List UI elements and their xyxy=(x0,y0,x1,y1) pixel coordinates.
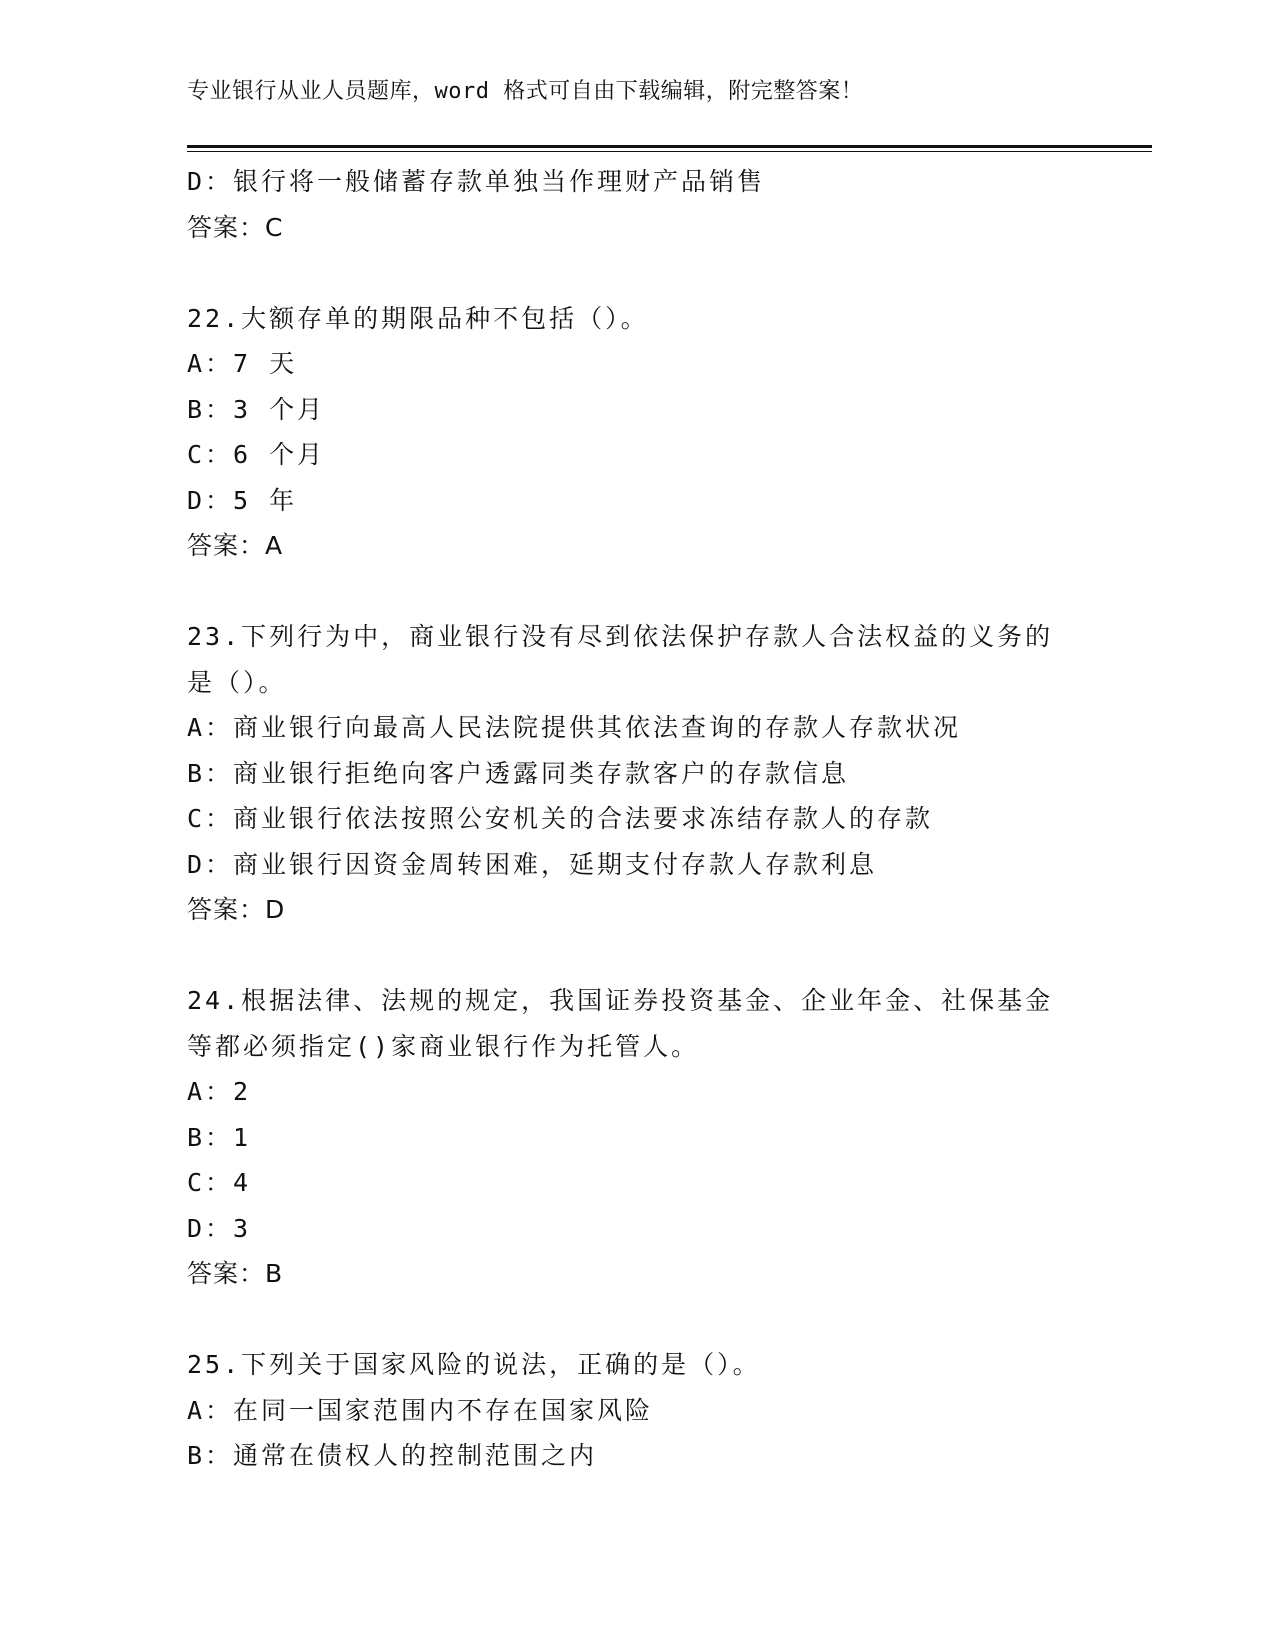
answer-line: 答案：B xyxy=(187,1259,284,1288)
option-c: C：6 个月 xyxy=(187,440,326,469)
option-b: B：3 个月 xyxy=(187,394,326,424)
answer-line: 答案：C xyxy=(187,212,284,242)
page-header: 专业银行从业人员题库，word 格式可自由下载编辑，附完整答案！ xyxy=(187,79,864,104)
question-text: 24.根据法律、法规的规定，我国证券投资基金、企业年金、社保基金 xyxy=(187,986,1054,1015)
spacer xyxy=(187,250,1087,296)
option-b: B：通常在债权人的控制范围之内 xyxy=(187,1441,598,1470)
option-c: C：商业银行依法按照公安机关的合法要求冻结存款人的存款 xyxy=(187,804,934,833)
option-d: D：商业银行因资金周转困难，延期支付存款人存款利息 xyxy=(187,849,878,879)
spacer xyxy=(187,569,1087,615)
question-text-continued: 等都必须指定()家商业银行作为托管人。 xyxy=(187,1031,700,1061)
answer-line: 答案：A xyxy=(187,531,284,560)
question-22 xyxy=(187,296,1087,569)
spacer xyxy=(187,1297,1087,1343)
option-a: A：7 天 xyxy=(187,349,298,378)
option-d: D：3 xyxy=(187,1213,252,1243)
spacer xyxy=(187,933,1087,979)
option-a: A：在同一国家范围内不存在国家风险 xyxy=(187,1395,654,1425)
option-a: A：商业银行向最高人民法院提供其依法查询的存款人存款状况 xyxy=(187,713,962,742)
answer-line: 答案：D xyxy=(187,895,286,924)
question-text-continued: 是（）。 xyxy=(187,667,287,697)
question-text: 25.下列关于国家风险的说法，正确的是（）。 xyxy=(187,1350,761,1379)
option-c: C：4 xyxy=(187,1168,252,1197)
option-d: D：5 年 xyxy=(187,485,298,515)
question-text: 22.大额存单的期限品种不包括（）。 xyxy=(187,303,649,333)
option-d: D：银行将一般储蓄存款单独当作理财产品销售 xyxy=(187,167,766,196)
question-24 xyxy=(187,978,1087,1297)
question-text: 23.下列行为中，商业银行没有尽到依法保护存款人合法权益的义务的 xyxy=(187,622,1054,651)
question-23 xyxy=(187,614,1087,933)
option-a: A：2 xyxy=(187,1077,252,1106)
question-content xyxy=(187,159,1087,1479)
option-b: B：商业银行拒绝向客户透露同类存款客户的存款信息 xyxy=(187,758,850,788)
header-rule-thick xyxy=(187,145,1152,148)
question-25 xyxy=(187,1342,1087,1479)
header-rule-thin xyxy=(187,151,1152,152)
option-b: B：1 xyxy=(187,1122,252,1152)
